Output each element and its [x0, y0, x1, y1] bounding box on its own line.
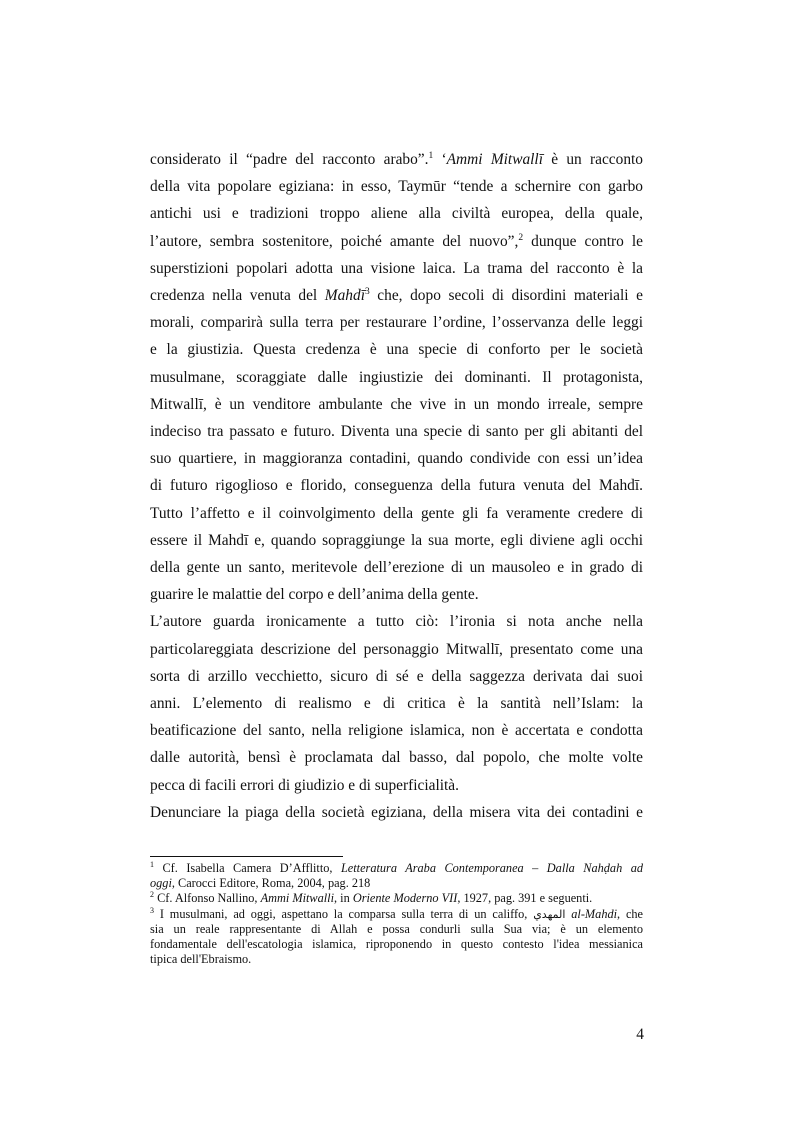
- footnote-line: [150, 861, 643, 876]
- footnote-separator: [150, 856, 343, 857]
- text-line: indeciso tra passato e futuro. Diventa una specie di santo per gli abitanti del: [150, 423, 643, 441]
- footnote-line: [150, 876, 643, 891]
- text-run: dunque contro le: [523, 232, 643, 250]
- text-line: musulmane, scoraggiate dalle ingiustizie dei dominanti. Il protagonista,: [150, 368, 643, 386]
- text-line: pecca di facili errori di giudizio e di superficialità.: [150, 776, 459, 794]
- footnote-number: 3: [150, 905, 154, 915]
- footnote-line: [150, 891, 643, 906]
- text-run: I musulmani, ad oggi, aspettano la comparsa sulla terra di un califfo,: [154, 906, 534, 921]
- text-line: della vita popolare egiziana: in esso, Taymūr “tende a schernire con garbo: [150, 178, 643, 196]
- text-run: l’autore, sembra sostenitore, poiché amante del nuovo”,: [150, 232, 519, 250]
- text-line: superstizioni popolari adotta una visione laica. La trama del racconto è la: [150, 259, 643, 277]
- text-line: Tutto l’affetto e il coinvolgimento della gente gli fa veramente credere di: [150, 504, 643, 522]
- mahdi-term: Mahdī: [324, 287, 365, 305]
- text-line: di futuro rigoglioso e florido, conseguenza della futura venuta del Mahdī.: [150, 477, 643, 495]
- text-line: beatificazione del santo, nella religione islamica, non è accertata e condotta: [150, 722, 643, 740]
- footnote-ref-3: 3: [364, 287, 370, 298]
- text-line: anni. L’elemento di realismo e di critica è la santità nell’Islam: la: [150, 695, 643, 713]
- text-run: che, dopo secoli di disordini materiali e: [369, 287, 643, 305]
- footnote-ref-2: 2: [518, 232, 524, 243]
- footnote-line: sia un reale rappresentante di Allah e possa condurli sulla Sua via; è un elemento: [150, 921, 643, 936]
- footnote-1: [150, 861, 643, 891]
- journal-title: Oriente Moderno VII: [352, 891, 458, 906]
- body-text: [150, 146, 643, 826]
- text-run: considerato il “padre del racconto arabo”.: [150, 151, 429, 168]
- text-line: suo quartiere, in maggioranza contadini, quando condivide con essi un’idea: [150, 450, 643, 468]
- text-run: , che: [617, 906, 644, 921]
- footnote-line: tipica dell'Ebraismo.: [150, 952, 252, 967]
- text-line: antichi usi e tradizioni troppo aliene alla civiltà europea, della quale,: [150, 205, 643, 223]
- footnote-line: [150, 907, 643, 922]
- text-line: [150, 282, 643, 309]
- text-run: , in: [334, 891, 353, 906]
- text-line: e la giustizia. Questa credenza è una specie di conforto per le società: [150, 341, 643, 359]
- footnotes: [150, 861, 643, 967]
- story-title: Ammi Mitwallī: [446, 151, 543, 168]
- text-run: ‘: [433, 151, 447, 168]
- text-line: morali, comparirà sulla terra per restaurare l’ordine, l’osservanza delle leggi: [150, 314, 643, 332]
- text-line: della gente un santo, meritevole dell’erezione di un mausoleo e in grado di: [150, 559, 643, 577]
- text-line: L’autore guarda ironicamente a tutto ciò: l’ironia si nota anche nella: [150, 613, 643, 631]
- footnote-line: fondamentale dell'escatologia islamica, riproponendo in questo contesto l'idea messianica: [150, 937, 643, 952]
- text-line: Mitwallī, è un venditore ambulante che vive in un mondo irreale, sempre: [150, 395, 643, 413]
- footnote-number: 1: [150, 860, 154, 869]
- text-run: credenza nella venuta del: [150, 287, 325, 305]
- transliteration: al-Mahdi: [571, 906, 618, 921]
- text-run: Cf. Isabella Camera D’Afflitto,: [154, 861, 341, 875]
- text-line: [150, 146, 643, 173]
- text-line: dalle autorità, bensì è proclamata dal basso, dal popolo, che molte volte: [150, 749, 643, 767]
- article-title: Ammi Mitwalli: [260, 891, 335, 906]
- text-line: sorta di arzillo vecchietto, sicuro di sé e della saggezza derivata dai suoi: [150, 667, 643, 685]
- footnote-2: [150, 891, 643, 906]
- text-line: [150, 228, 643, 255]
- paragraph-2: [150, 608, 643, 798]
- book-title: oggi: [150, 876, 172, 891]
- book-title: Letteratura Araba Contemporanea – Dalla Nahḍah ad: [340, 861, 643, 875]
- text-run: , 1927, pag. 391 e seguenti.: [457, 891, 593, 906]
- text-line: essere il Mahdī e, quando sopraggiunge la sua morte, egli diviene agli occhi: [150, 531, 643, 549]
- footnote-number: 2: [150, 890, 154, 900]
- footnote-3: [150, 907, 643, 968]
- text-line: Denunciare la piaga della società egiziana, della misera vita dei contadini e: [150, 803, 643, 821]
- arabic-word: المهدي: [533, 907, 566, 921]
- text-run: Cf. Alfonso Nallino,: [154, 891, 261, 906]
- text-line: guarire le malattie del corpo e dell’anima della gente.: [150, 586, 479, 604]
- text-run: è un racconto: [542, 151, 643, 168]
- text-line: particolareggiata descrizione del personaggio Mitwallī, presentato come una: [150, 640, 643, 658]
- text-run: , Carocci Editore, Roma, 2004, pag. 218: [171, 876, 371, 891]
- paragraph-1: [150, 146, 643, 608]
- footnote-ref-1: 1: [428, 151, 434, 161]
- page-number: 4: [636, 1026, 644, 1043]
- paragraph-3: [150, 799, 643, 826]
